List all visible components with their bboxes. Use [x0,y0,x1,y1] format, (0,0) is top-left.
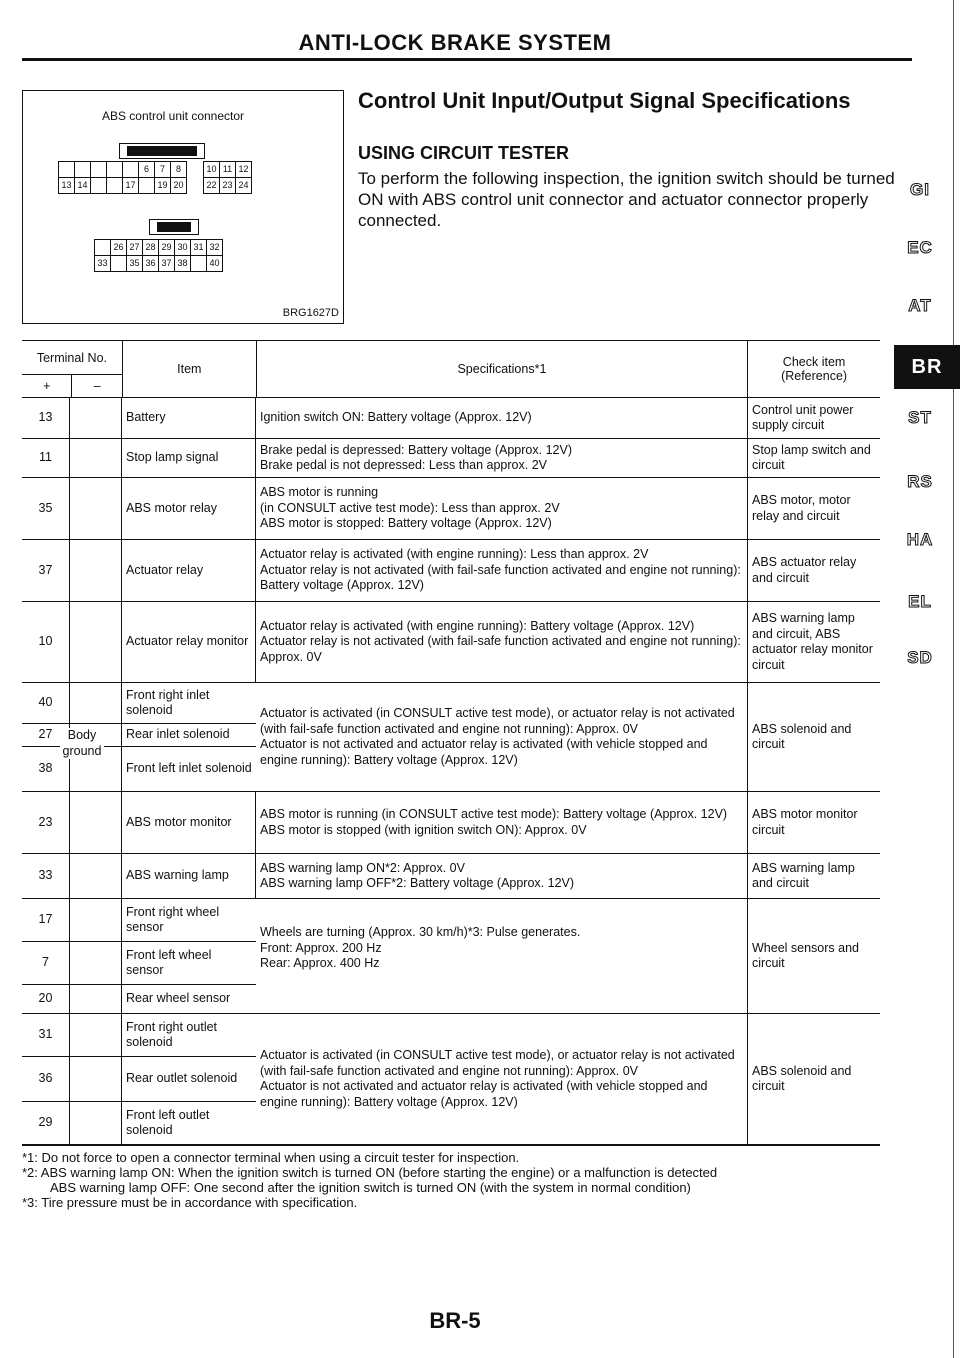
terminal-plus-cell: 17 [22,899,70,941]
connector-pin: 24 [235,177,252,194]
item-cell: Front right inlet solenoid [126,687,210,717]
terminal-minus-cell [70,1014,122,1056]
spec-header: Specifications*1 [257,341,748,397]
item-cell: Actuator relay [122,540,256,601]
table-row [22,602,880,683]
terminal-minus-cell [70,985,122,1013]
item-cell: ABS motor relay [122,478,256,539]
item-cell: Front left wheel sensor [126,947,212,977]
terminal-plus-cell: 20 [22,985,70,1013]
side-tab-sd[interactable]: SD [907,648,933,667]
side-tab-at[interactable]: AT [908,296,932,315]
side-tab-gi[interactable]: GI [910,180,930,199]
terminal-plus-cell: 13 [22,398,70,438]
terminal-minus-cell [70,683,122,723]
terminal-minus-cell [70,854,122,898]
connector-pin: 37 [158,255,175,272]
check-header: Check item (Reference) [781,355,848,383]
figure-code: BRG1627D [282,307,339,319]
terminal-minus-cell [70,792,122,853]
connector-pin: 11 [219,161,236,178]
terminal-minus-cell [70,439,122,477]
connector-pin [110,255,127,272]
connector-pin: 32 [206,239,223,256]
footnotes [22,1150,902,1210]
table-row-group-outlet [22,1014,880,1144]
terminal-plus-cell: 7 [22,942,70,984]
page-edge-rule [953,0,954,1358]
section-subtitle: USING CIRCUIT TESTER [358,143,570,163]
terminal-minus-cell [70,602,122,682]
spec-cell: Actuator is activated (in CONSULT active test mode), or actuator relay is not activated (with fail-safe function activated and engine not running): Approx. 0V Actuator is not activated and actuator relay is activated (with vehicle stopped and engine running): Battery voltage (Approx. 12V) [256,1014,748,1144]
connector-pin: 6 [138,161,155,178]
table-row-group-wheel [22,899,880,1014]
item-cell: Battery [122,398,256,438]
connector-pin [187,161,204,178]
check-cell: ABS warning lamp and circuit, ABS actuator relay monitor circuit [752,611,873,672]
terminal-plus-cell: 33 [22,854,70,898]
terminal-plus-cell: 29 [22,1102,70,1144]
connector-pin: 12 [235,161,252,178]
connector-label: ABS control unit connector [101,109,245,123]
connector-pin: 20 [170,177,187,194]
check-cell: ABS actuator relay and circuit [752,555,857,585]
terminal-minus-cell [70,398,122,438]
connector-pin: 40 [206,255,223,272]
terminal-plus-cell: 40 [22,683,70,723]
check-cell: ABS warning lamp and circuit [752,860,855,890]
section-title: Control Unit Input/Output Signal Specifications [358,88,851,113]
check-cell: ABS solenoid and circuit [752,1063,852,1093]
item-cell: Front right wheel sensor [126,904,220,934]
terminal-plus-cell: 37 [22,540,70,601]
item-header: Item [123,341,257,397]
connector-pin: 36 [142,255,159,272]
terminal-minus-cell [70,540,122,601]
connector-lower-row-1 [95,239,223,256]
check-cell: Wheel sensors and circuit [752,940,860,970]
connector-upper-row-1 [59,161,252,178]
terminal-minus-cell [70,1057,122,1101]
terminal-minus-cell [70,478,122,539]
connector-diagram [22,90,344,324]
footnote-2: *2: ABS warning lamp ON: When the ignition switch is turned ON (before starting the engine) or a malfunction is detected [22,1165,718,1180]
connector-pin [58,161,75,178]
connector-pin: 17 [122,177,139,194]
connector-pin: 13 [58,177,75,194]
footnote-2b: ABS warning lamp OFF: One second after the ignition switch is turned ON (with the system in normal condition) [50,1180,691,1195]
connector-pin [190,255,207,272]
section-body: To perform the following inspection, the ignition switch should be turned ON with ABS control unit connector and actuator connector properly connected. [358,169,895,230]
side-tab-rs[interactable]: RS [907,472,933,491]
connector-pin: 14 [74,177,91,194]
terminal-plus-cell: 38 [22,747,70,791]
terminal-minus-cell [70,942,122,984]
table-header [22,341,880,398]
spec-cell: ABS motor is running (in CONSULT active test mode): Less than approx. 2V ABS motor is stopped: Battery voltage (Approx. 12V) [256,478,748,539]
item-cell: Actuator relay monitor [122,602,256,682]
signal-spec-table [22,340,880,1146]
check-cell: Stop lamp switch and circuit [752,442,871,472]
page-title: ANTI-LOCK BRAKE SYSTEM [298,30,612,55]
footnote-1: *1: Do not force to open a connector terminal when using a circuit tester for inspection. [22,1150,520,1165]
side-tab-br[interactable]: BR [894,345,960,389]
connector-pin [106,161,123,178]
check-cell: ABS motor monitor circuit [752,807,858,837]
spec-cell: Wheels are turning (Approx. 30 km/h)*3: Pulse generates. Front: Approx. 200 Hz Rear: Approx. 400 Hz [256,899,748,1013]
spec-cell: Brake pedal is depressed: Battery voltage (Approx. 12V) Brake pedal is not depressed: Less than approx. 2V [256,439,748,477]
connector-pin: 23 [219,177,236,194]
terminal-plus-cell: 36 [22,1057,70,1101]
spec-cell: Actuator relay is activated (with engine running): Less than approx. 2V Actuator relay is not activated (with fail-safe function activated and engine not running): Battery voltage (Approx. 12V) [256,540,748,601]
item-cell: Rear outlet solenoid [126,1071,238,1086]
connector-pin [187,177,204,194]
connector-pin [122,161,139,178]
connector-pin: 30 [174,239,191,256]
connector-pin: 7 [154,161,171,178]
table-row [22,398,880,439]
terminal-plus-cell: 27 [22,724,70,746]
connector-pin: 35 [126,255,143,272]
check-cell: ABS solenoid and circuit [752,721,852,751]
connector-pin: 19 [154,177,171,194]
item-cell: ABS motor monitor [122,792,256,853]
side-tab-ec[interactable]: EC [907,238,933,257]
connector-key-fill-upper [127,146,197,156]
table-row [22,540,880,602]
item-cell: ABS warning lamp [122,854,256,898]
connector-lower-row-2 [95,255,223,272]
connector-pin: 28 [142,239,159,256]
terminal-minus-cell [70,1102,122,1144]
side-tab-el[interactable]: EL [908,592,932,611]
terminal-minus-cell [70,899,122,941]
item-cell: Front right outlet solenoid [126,1019,218,1049]
item-cell: Stop lamp signal [122,439,256,477]
footnote-3: *3: Tire pressure must be in accordance with specification. [22,1195,358,1210]
spec-cell: ABS warning lamp ON*2: Approx. 0V ABS warning lamp OFF*2: Battery voltage (Approx. 12V) [256,854,748,898]
terminal-plus-cell: 23 [22,792,70,853]
side-tab-st[interactable]: ST [908,408,932,427]
connector-key-fill-lower [157,222,191,232]
connector-pin: 31 [190,239,207,256]
table-row [22,792,880,854]
connector-pin: 10 [203,161,220,178]
item-cell: Rear inlet solenoid [126,727,230,742]
page-number: BR-5 [429,1308,481,1333]
connector-upper-row-2 [59,177,252,194]
table-row [22,854,880,899]
connector-pin: 29 [158,239,175,256]
side-tab-ha[interactable]: HA [906,530,934,549]
connector-pin [94,239,111,256]
terminal-plus-cell: 11 [22,439,70,477]
connector-pin [74,161,91,178]
spec-cell: Ignition switch ON: Battery voltage (Approx. 12V) [256,398,748,438]
spec-cell: ABS motor is running (in CONSULT active test mode): Battery voltage (Approx. 12V) ABS motor is stopped (with ignition switch ON): Approx. 0V [256,792,748,853]
item-cell: Front left outlet solenoid [126,1107,210,1137]
connector-pin: 26 [110,239,127,256]
table-row-group-inlet [22,683,880,792]
connector-pin: 8 [170,161,187,178]
connector-pin: 33 [94,255,111,272]
terminal-plus-cell: 31 [22,1014,70,1056]
connector-pin: 27 [126,239,143,256]
terminal-plus-cell: 10 [22,602,70,682]
connector-pin [106,177,123,194]
item-cell: Rear wheel sensor [126,991,231,1006]
connector-pin [138,177,155,194]
terminal-header: Terminal No. + – [22,341,123,397]
table-row [22,439,880,478]
connector-pin [90,177,107,194]
connector-pin: 38 [174,255,191,272]
connector-pin: 22 [203,177,220,194]
body-ground-label: Body ground [60,728,104,759]
spec-cell: Actuator is activated (in CONSULT active test mode), or actuator relay is not activated (with fail-safe function activated and engine not running): Approx. 0V Actuator is not activated and actuator relay is activated (with vehicle stopped and engine running): Battery voltage (Approx. 12V) [256,683,748,791]
item-cell: Front left inlet solenoid [126,761,252,776]
check-cell: ABS motor, motor relay and circuit [752,493,851,523]
connector-pin [90,161,107,178]
check-cell: Control unit power supply circuit [752,402,854,432]
title-divider [22,58,912,61]
table-row [22,478,880,540]
terminal-plus-cell: 35 [22,478,70,539]
spec-cell: Actuator relay is activated (with engine running): Battery voltage (Approx. 12V) Actuator relay is not activated (with fail-safe function activated and engine not running): Approx. 0V [256,602,748,682]
